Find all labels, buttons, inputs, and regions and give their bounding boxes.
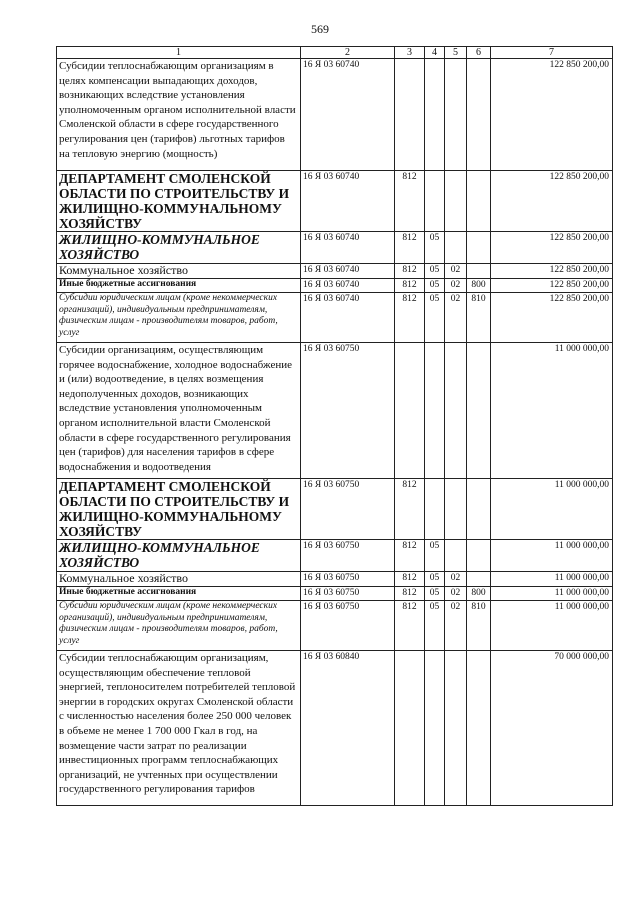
expense-type-code: [467, 572, 491, 587]
header-cell: 6: [467, 47, 491, 59]
expense-type-code: [467, 343, 491, 479]
ministry-code: 812: [395, 279, 425, 293]
item-name: Иные бюджетные ассигнования: [57, 279, 301, 293]
ministry-code: 812: [395, 540, 425, 572]
section-code: 05: [425, 264, 445, 279]
ministry-code: 812: [395, 171, 425, 232]
table-row: [57, 59, 613, 171]
table-row: [57, 572, 613, 587]
target-code: 16 Я 03 60740: [301, 264, 395, 279]
target-code: 16 Я 03 60750: [301, 601, 395, 651]
expense-type-code: 800: [467, 587, 491, 601]
section-code: 05: [425, 293, 445, 343]
amount: 11 000 000,00: [491, 540, 613, 572]
item-name: Субсидии организациям, осуществляющим горячее водоснабжение, холодное водоснабжение и (или) водоотведение, в целях возмещения недополученных доходов, возникающих вследствие установления уполномоченным органом исполнительной власти Смоленской области в сфере государственного регулирования цен (тарифов) для населения тарифов в сфере водоснабжения и водоотведения: [57, 343, 301, 479]
expense-type-code: [467, 479, 491, 540]
section-code: 05: [425, 601, 445, 651]
amount: 11 000 000,00: [491, 343, 613, 479]
table-row: [57, 540, 613, 572]
section-code: [425, 343, 445, 479]
item-name: ДЕПАРТАМЕНТ СМОЛЕНСКОЙ ОБЛАСТИ ПО СТРОИТЕЛЬСТВУ И ЖИЛИЩНО-КОММУНАЛЬНОМУ ХОЗЯЙСТВУ: [57, 171, 301, 232]
item-name: ЖИЛИЩНО-КОММУНАЛЬНОЕ ХОЗЯЙСТВО: [57, 232, 301, 264]
item-name: Субсидии теплоснабжающим организациям, осуществляющим обеспечение тепловой энергией, теплоносителем потребителей тепловой энергии в городских округах Смоленской области с численностью населения более 250 000 человек в объеме не менее 1 700 000 Гкал в год, на возмещение части затрат по реализации инвестиционных программ теплоснабжающих организаций, не учтенных при осуществлении государственного регулирования тарифов: [57, 651, 301, 806]
table-row: [57, 279, 613, 293]
target-code: 16 Я 03 60740: [301, 279, 395, 293]
table-header-row: [57, 47, 613, 59]
ministry-code: 812: [395, 572, 425, 587]
subsection-code: [445, 171, 467, 232]
ministry-code: 812: [395, 264, 425, 279]
item-name: ЖИЛИЩНО-КОММУНАЛЬНОЕ ХОЗЯЙСТВО: [57, 540, 301, 572]
target-code: 16 Я 03 60740: [301, 232, 395, 264]
ministry-code: [395, 59, 425, 171]
table-row: [57, 343, 613, 479]
section-code: 05: [425, 232, 445, 264]
item-name: Субсидии юридическим лицам (кроме некоммерческих организаций), индивидуальным предпринимателям, физическим лицам - производителям товаров, работ, услуг: [57, 293, 301, 343]
budget-table: [56, 46, 613, 806]
subsection-code: [445, 540, 467, 572]
ministry-code: 812: [395, 601, 425, 651]
header-cell: 5: [445, 47, 467, 59]
amount: 122 850 200,00: [491, 171, 613, 232]
ministry-code: 812: [395, 479, 425, 540]
target-code: 16 Я 03 60740: [301, 171, 395, 232]
expense-type-code: [467, 171, 491, 232]
header-cell: 3: [395, 47, 425, 59]
target-code: 16 Я 03 60750: [301, 343, 395, 479]
header-cell: 7: [491, 47, 613, 59]
section-code: [425, 651, 445, 806]
amount: 70 000 000,00: [491, 651, 613, 806]
subsection-code: 02: [445, 572, 467, 587]
table-row: [57, 479, 613, 540]
subsection-code: 02: [445, 279, 467, 293]
target-code: 16 Я 03 60750: [301, 540, 395, 572]
ministry-code: 812: [395, 232, 425, 264]
item-name: Субсидии теплоснабжающим организациям в целях компенсации выпадающих доходов, возникающих вследствие установления уполномоченным органом исполнительной власти Смоленской области в сфере государственного регулирования цен (тарифов) льготных тарифов на тепловую энергию (мощность): [57, 59, 301, 171]
table-row: [57, 171, 613, 232]
subsection-code: 02: [445, 293, 467, 343]
section-code: 05: [425, 540, 445, 572]
table-row: [57, 587, 613, 601]
target-code: 16 Я 03 60750: [301, 572, 395, 587]
target-code: 16 Я 03 60740: [301, 293, 395, 343]
section-code: 05: [425, 587, 445, 601]
section-code: 05: [425, 572, 445, 587]
subsection-code: [445, 59, 467, 171]
item-name: Иные бюджетные ассигнования: [57, 587, 301, 601]
amount: 11 000 000,00: [491, 587, 613, 601]
item-name: ДЕПАРТАМЕНТ СМОЛЕНСКОЙ ОБЛАСТИ ПО СТРОИТЕЛЬСТВУ И ЖИЛИЩНО-КОММУНАЛЬНОМУ ХОЗЯЙСТВУ: [57, 479, 301, 540]
subsection-code: [445, 651, 467, 806]
expense-type-code: 810: [467, 293, 491, 343]
amount: 122 850 200,00: [491, 293, 613, 343]
target-code: 16 Я 03 60750: [301, 479, 395, 540]
item-name: Коммунальное хозяйство: [57, 264, 301, 279]
table-row: [57, 601, 613, 651]
target-code: 16 Я 03 60840: [301, 651, 395, 806]
expense-type-code: [467, 651, 491, 806]
ministry-code: 812: [395, 587, 425, 601]
expense-type-code: 800: [467, 279, 491, 293]
item-name: Субсидии юридическим лицам (кроме некоммерческих организаций), индивидуальным предпринимателям, физическим лицам - производителям товаров, работ, услуг: [57, 601, 301, 651]
header-cell: 1: [57, 47, 301, 59]
expense-type-code: [467, 59, 491, 171]
ministry-code: [395, 343, 425, 479]
ministry-code: 812: [395, 293, 425, 343]
table-row: [57, 232, 613, 264]
subsection-code: [445, 479, 467, 540]
table-row: [57, 651, 613, 806]
amount: 122 850 200,00: [491, 264, 613, 279]
page-number: 569: [311, 22, 329, 36]
amount: 122 850 200,00: [491, 232, 613, 264]
section-code: [425, 59, 445, 171]
item-name: Коммунальное хозяйство: [57, 572, 301, 587]
subsection-code: [445, 343, 467, 479]
target-code: 16 Я 03 60740: [301, 59, 395, 171]
expense-type-code: 810: [467, 601, 491, 651]
section-code: [425, 479, 445, 540]
section-code: [425, 171, 445, 232]
amount: 11 000 000,00: [491, 479, 613, 540]
expense-type-code: [467, 232, 491, 264]
ministry-code: [395, 651, 425, 806]
expense-type-code: [467, 540, 491, 572]
target-code: 16 Я 03 60750: [301, 587, 395, 601]
section-code: 05: [425, 279, 445, 293]
subsection-code: [445, 232, 467, 264]
table-row: [57, 264, 613, 279]
amount: 11 000 000,00: [491, 601, 613, 651]
amount: 11 000 000,00: [491, 572, 613, 587]
expense-type-code: [467, 264, 491, 279]
subsection-code: 02: [445, 601, 467, 651]
table-row: [57, 293, 613, 343]
amount: 122 850 200,00: [491, 279, 613, 293]
header-cell: 2: [301, 47, 395, 59]
subsection-code: 02: [445, 264, 467, 279]
header-cell: 4: [425, 47, 445, 59]
amount: 122 850 200,00: [491, 59, 613, 171]
subsection-code: 02: [445, 587, 467, 601]
